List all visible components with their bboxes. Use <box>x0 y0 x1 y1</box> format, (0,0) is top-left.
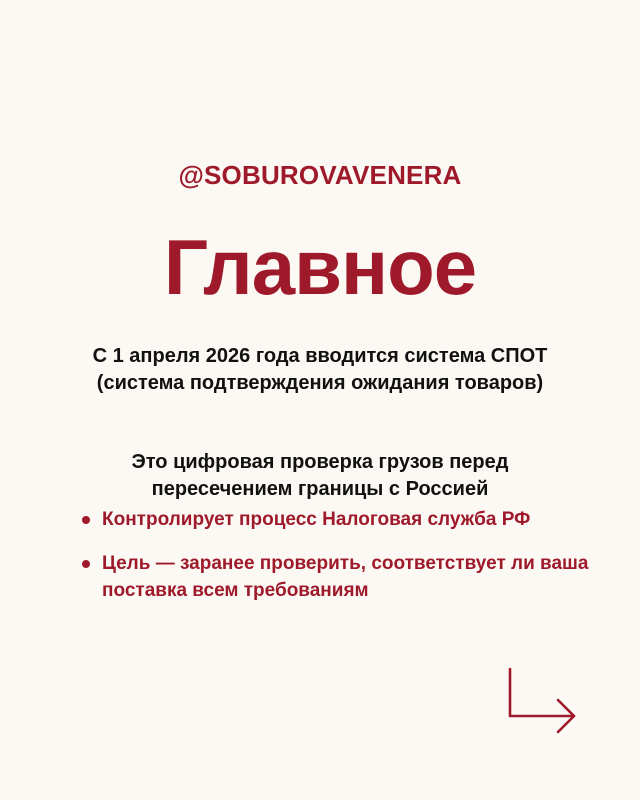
arrow-down-right-icon[interactable] <box>500 665 584 741</box>
bullet-item <box>82 550 612 604</box>
bullet-text: Контролирует процесс Налоговая служба РФ <box>102 509 531 530</box>
description-paragraph: Это цифровая проверка грузов перед пересечением границы с Россией <box>131 451 509 500</box>
bullet-text: Цель — заранее проверить, соответствует ли ваша поставка всем требованиям <box>102 553 589 601</box>
bullet-dot-icon <box>82 560 90 568</box>
author-handle: @SOBUROVAVENERA <box>178 160 462 190</box>
intro-paragraph: С 1 апреля 2026 года вводится система СПОТ (система подтверждения ожидания товаров) <box>92 345 548 394</box>
bullet-list <box>82 506 612 621</box>
page-title: Главное <box>163 223 477 311</box>
bullet-item <box>82 506 612 533</box>
bullet-dot-icon <box>82 516 90 524</box>
